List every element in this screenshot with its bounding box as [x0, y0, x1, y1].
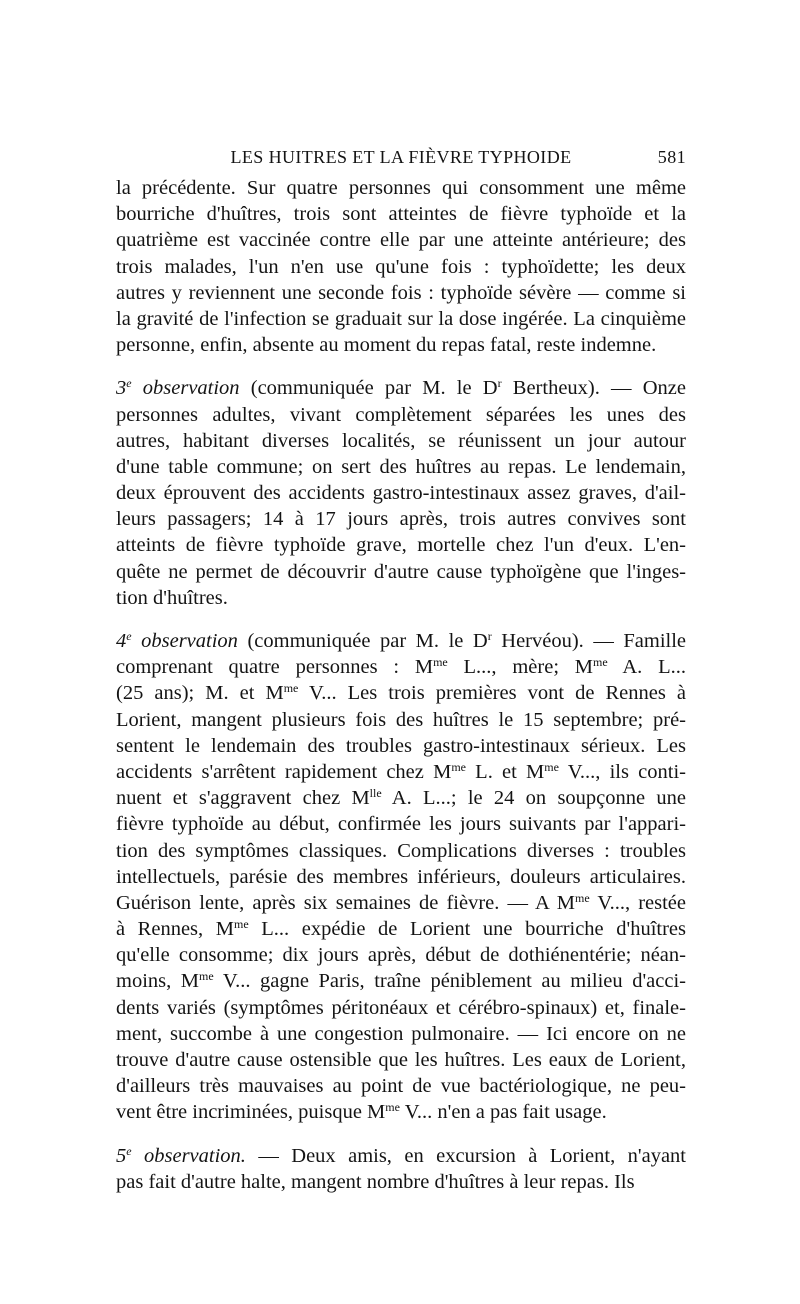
title-abbreviation: me [433, 655, 448, 670]
paragraph-gap [116, 1126, 686, 1143]
line-text: L..., mère; M [447, 656, 594, 679]
line-text: la gravité de l'infection se graduait sur la dose ingérée. La cinquième [116, 307, 686, 330]
text-line [116, 1169, 686, 1195]
text-line [116, 838, 686, 864]
line-text: accidents s'arrêtent rapidement chez M [116, 760, 452, 783]
text-line [116, 454, 686, 480]
line-text: (communiquée par M. le D [250, 377, 498, 400]
line-text: A. L...; le 24 on soupçonne une [381, 787, 686, 810]
line-text: L. et M [465, 760, 545, 783]
title-abbreviation: r [497, 376, 502, 391]
text-line [116, 532, 686, 558]
line-text: qu'elle consomme; dix jours après, début de dothiénentérie; néan- [116, 944, 686, 967]
text-line [116, 654, 686, 680]
line-text: deux éprouvent des accidents gastro-intestinaux assez graves, d'ail- [116, 482, 686, 505]
observation-number: 3e [116, 376, 132, 400]
text-line [116, 280, 686, 306]
observation-label: observation. [144, 1144, 246, 1167]
text-line [116, 1143, 686, 1169]
line-text: V... n'en a pas fait usage. [399, 1101, 607, 1124]
text-line [116, 942, 686, 968]
line-text: (25 ans); M. et M [116, 682, 284, 705]
text-line [116, 559, 686, 585]
line-text: — Deux amis, en excursion à Lorient, n'ayant [258, 1144, 686, 1167]
line-text: V..., ils conti- [558, 760, 686, 783]
text-line [116, 995, 686, 1021]
line-text: V... gagne Paris, traîne péniblement au milieu d'acci- [213, 970, 686, 993]
text-line [116, 1073, 686, 1099]
line-text: L... expédie de Lorient une bourriche d'huîtres [248, 918, 686, 941]
line-text: tion d'huîtres. [116, 586, 228, 609]
title-abbreviation: me [451, 759, 466, 774]
line-text: moins, M [116, 970, 200, 993]
page-number: 581 [657, 147, 686, 167]
ordinal-suffix: e [126, 629, 132, 643]
line-text: leurs passagers; 14 à 17 jours après, trois autres convives sont [116, 508, 686, 531]
line-text: (communiquée par M. le D [247, 630, 488, 652]
title-abbreviation: me [199, 969, 214, 984]
line-text: nuent et s'aggravent chez M [116, 787, 370, 810]
text-line [116, 254, 686, 280]
line-text: bourriche d'huîtres, trois sont atteintes de fièvre typhoïde et la [116, 203, 686, 226]
ordinal-suffix: e [126, 1143, 132, 1158]
text-line [116, 585, 686, 611]
text-line [116, 175, 686, 201]
ordinal-suffix: e [126, 376, 132, 391]
text-line [116, 707, 686, 733]
text-line [116, 201, 686, 227]
line-text: dents variés (symptômes péritonéaux et cérébro-spinaux) et, finale- [116, 996, 686, 1019]
paragraph-gap [116, 358, 686, 375]
title-abbreviation: r [487, 629, 492, 643]
line-text: à Rennes, M [116, 918, 234, 941]
text-line [116, 480, 686, 506]
line-text: autres y reviennent une seconde fois : typhoïde sévère — comme si [116, 281, 686, 304]
observation-label: observation [142, 377, 240, 400]
line-text: personne, enfin, absente au moment du repas fatal, reste indemne. [116, 334, 657, 357]
text-line [116, 864, 686, 890]
line-text: sentent le lendemain des troubles gastro-intestinaux sérieux. Les [116, 734, 686, 757]
title-abbreviation: me [575, 890, 590, 905]
text-line [116, 916, 686, 942]
text-line [116, 733, 686, 759]
line-text: personnes adultes, vivant complètement séparées les unes des [116, 403, 686, 426]
line-text: d'ailleurs très mauvaises au point de vue bactériologique, ne peu- [116, 1075, 686, 1098]
running-header [116, 147, 686, 171]
text-line [116, 306, 686, 332]
title-abbreviation: lle [369, 786, 382, 801]
title-abbreviation: me [593, 655, 608, 670]
line-text: quête ne permet de découvrir d'autre cause typhoïgène que l'inges- [116, 560, 686, 583]
text-line [116, 332, 686, 358]
line-text: V..., restée [589, 891, 686, 914]
text-line [116, 1047, 686, 1073]
paragraph-gap [116, 611, 686, 628]
observation-number: 5e [116, 1143, 132, 1167]
line-text: Guérison lente, après six semaines de fièvre. — A M [116, 891, 575, 914]
text-line [116, 428, 686, 454]
running-title: LES HUITRES ET LA FIÈVRE TYPHOIDE [230, 147, 572, 167]
line-text: quatrième est vaccinée contre elle par une atteinte antérieure; des [116, 229, 686, 252]
text-line [116, 506, 686, 532]
line-text: A. L... [607, 656, 686, 679]
line-text: autres, habitant diverses localités, se réunissent un jour autour [116, 429, 686, 452]
text-line [116, 890, 686, 916]
text-line [116, 1021, 686, 1047]
line-text: d'une table commune; on sert des huîtres au repas. Le lendemain, [116, 455, 686, 478]
text-line [116, 968, 686, 994]
line-text: comprenant quatre personnes : M [116, 656, 434, 679]
observation-number: 4e [116, 629, 132, 652]
title-abbreviation: me [233, 917, 249, 932]
title-abbreviation: me [544, 759, 559, 774]
text-line [116, 785, 686, 811]
line-text: trouve d'autre cause ostensible que les huîtres. Les eaux de Lorient, [116, 1049, 686, 1071]
line-text: V... Les trois premières vont de Rennes à [298, 682, 686, 705]
line-text: vent être incriminées, puisque M [116, 1101, 386, 1124]
text-line [116, 402, 686, 428]
line-text: pas fait d'autre halte, mangent nombre d'huîtres à leur repas. Ils [116, 1170, 635, 1193]
line-text: trois malades, l'un n'en use qu'une fois : typhoïdette; les deux [116, 255, 686, 278]
body-text [116, 175, 686, 1195]
text-line [116, 811, 686, 837]
text-line [116, 1099, 686, 1125]
text-line [116, 680, 686, 706]
title-abbreviation: me [283, 681, 299, 696]
line-text: atteints de fièvre typhoïde grave, mortelle chez l'un d'eux. L'en- [116, 534, 686, 557]
observation-label: observation [141, 630, 238, 652]
text-line [116, 759, 686, 785]
line-text: la précédente. Sur quatre personnes qui consomment une même [116, 177, 686, 199]
text-line [116, 628, 686, 654]
line-text: Hervéou). — Famille [491, 630, 687, 652]
title-abbreviation: me [385, 1100, 400, 1115]
text-line [116, 227, 686, 253]
text-line [116, 375, 686, 401]
line-text: Bertheux). — Onze [512, 377, 686, 400]
line-text: tion des symptômes classiques. Complications diverses : troubles [116, 839, 686, 862]
line-text: fièvre typhoïde au début, confirmée les jours suivants par l'appari- [116, 813, 686, 836]
line-text: intellectuels, parésie des membres inférieurs, douleurs articulaires. [116, 865, 686, 888]
line-text: ment, succombe à une congestion pulmonaire. — Ici encore on ne [116, 1022, 686, 1045]
line-text: Lorient, mangent plusieurs fois des huîtres le 15 septembre; pré- [116, 708, 686, 731]
